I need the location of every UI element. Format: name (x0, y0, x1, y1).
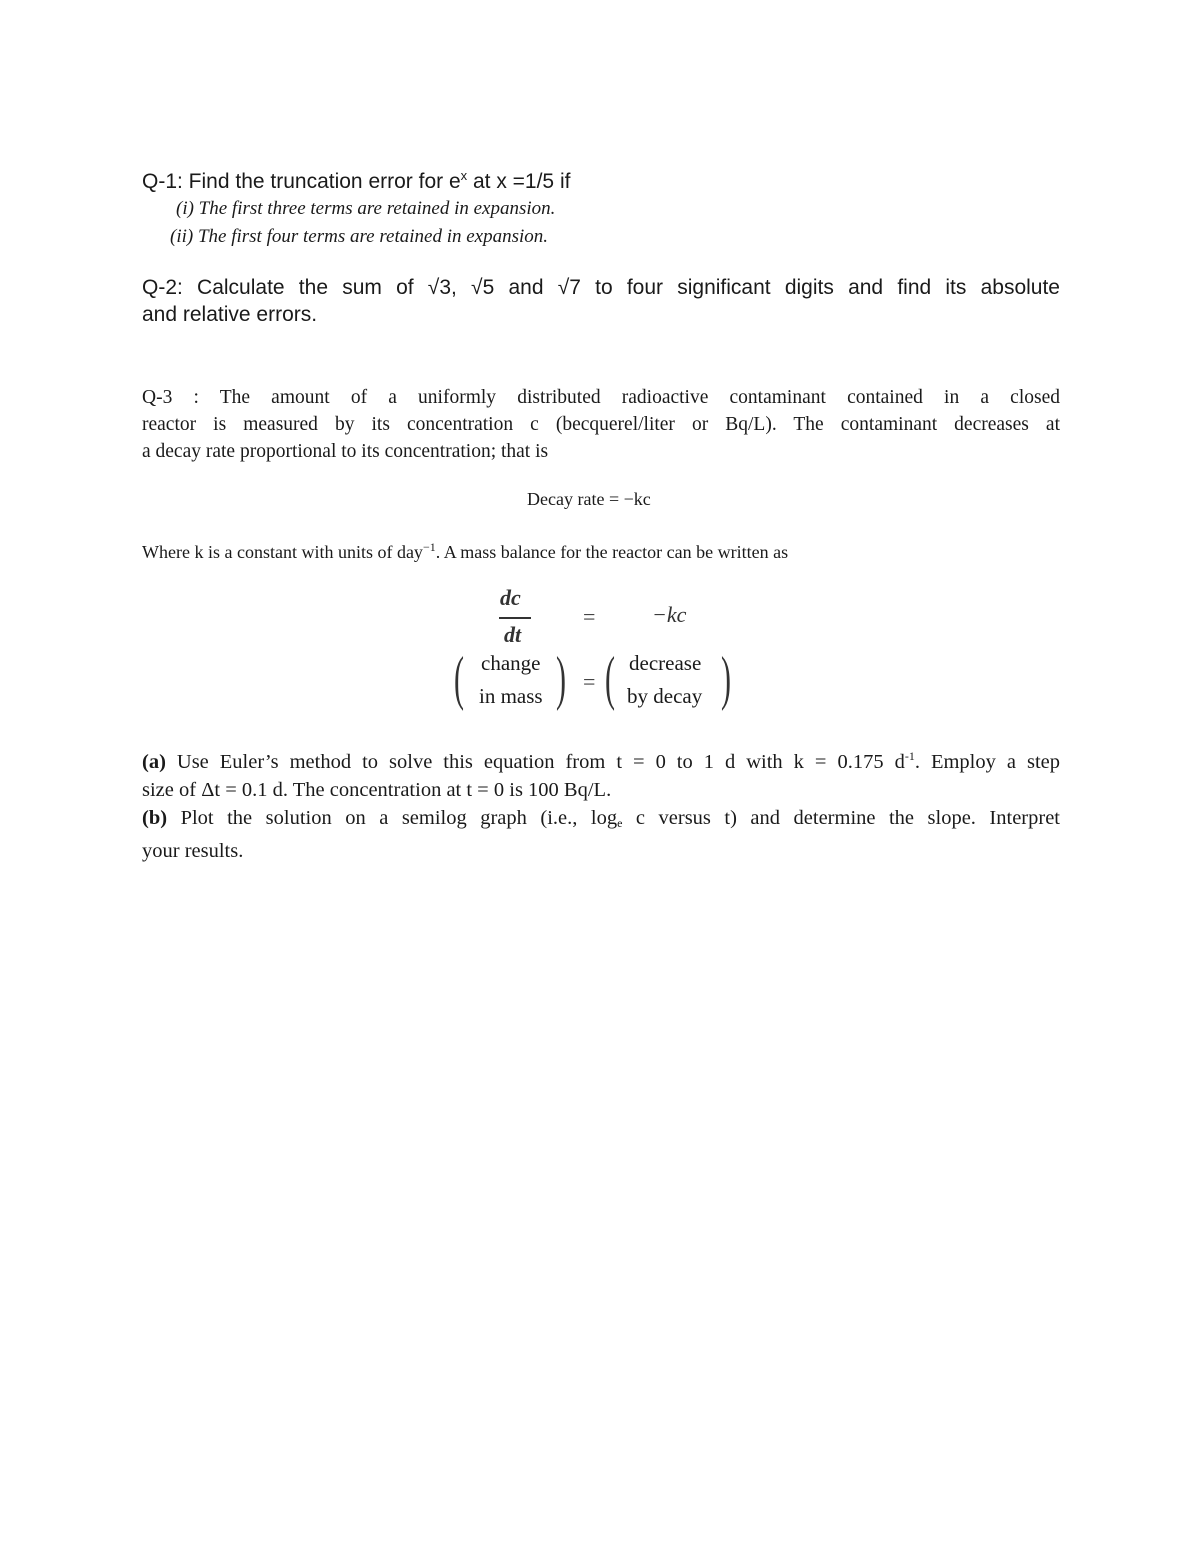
q3-line-1: Q-3 : The amount of a uniformly distributed radioactive contaminant contained in a closed (142, 387, 1060, 408)
fraction-denominator: dt (504, 622, 522, 647)
part-b-line-1 (142, 804, 1060, 837)
q1-exponent: x (460, 168, 468, 183)
part-b-line-2: your results. (142, 840, 244, 862)
decay-rate-equation: Decay rate = −kc (527, 489, 651, 509)
part-a-text: Use Euler’s method to solve this equation from t = 0 to 1 d with k = 0.175 d (165, 751, 905, 773)
lhs-word-1: change (481, 651, 541, 675)
where-exponent: −1 (422, 540, 436, 554)
question-3-parts (142, 742, 1060, 865)
equals-sign-2: = (583, 669, 596, 694)
fraction-bar (499, 617, 531, 619)
q3-line-2: reactor is measured by its concentration c (becquerel/liter or Bq/L). The contaminant decreases at (142, 414, 1060, 435)
q1-lead: Q-1: Find the truncation error for e (142, 170, 461, 193)
q1-part-ii: (ii) The first four terms are retained in expansion. (170, 226, 549, 247)
part-a-label: (a) (142, 751, 166, 773)
part-a-exponent: -1 (904, 749, 915, 763)
right-paren-icon: ) (720, 645, 731, 711)
part-b-subscript: e (617, 816, 623, 830)
q2-line-2: and relative errors. (142, 303, 318, 326)
part-a-line-1 (142, 742, 1060, 776)
question-2 (142, 274, 1060, 328)
question-3 (142, 384, 1060, 465)
equation-rhs: −kc (652, 602, 687, 627)
rhs-word-1: decrease (629, 651, 702, 675)
rhs-word-2: by decay (627, 684, 703, 708)
where-lead: Where k is a constant with units of day (142, 542, 423, 562)
right-paren-icon: ) (555, 645, 566, 711)
part-a-tail: . Employ a step (914, 751, 1060, 773)
part-b-label: (b) (142, 807, 168, 829)
where-tail: . A mass balance for the reactor can be written as (435, 542, 789, 562)
left-paren-icon: ( (453, 645, 464, 711)
part-a-line-2: size of Δt = 0.1 d. The concentration at t = 0 is 100 Bq/L. (142, 779, 612, 801)
units-statement (142, 540, 788, 563)
q1-tail: at x =1/5 if (467, 170, 571, 193)
equals-sign: = (583, 604, 596, 629)
q3-line-3: a decay rate proportional to its concentration; that is (142, 441, 549, 462)
part-b-text-b: c versus t) and determine the slope. Interpret (622, 807, 1060, 829)
q1-part-i: (i) The first three terms are retained in expansion. (176, 198, 556, 219)
lhs-word-2: in mass (479, 684, 543, 708)
left-paren-icon: ( (604, 645, 615, 711)
fraction-numerator: dc (500, 585, 521, 610)
question-1 (142, 168, 570, 194)
q2-line-1: Q-2: Calculate the sum of √3, √5 and √7 to four significant digits and find its absolute (142, 276, 1060, 299)
part-b-text-a: Plot the solution on a semilog graph (i.e., log (167, 807, 618, 829)
